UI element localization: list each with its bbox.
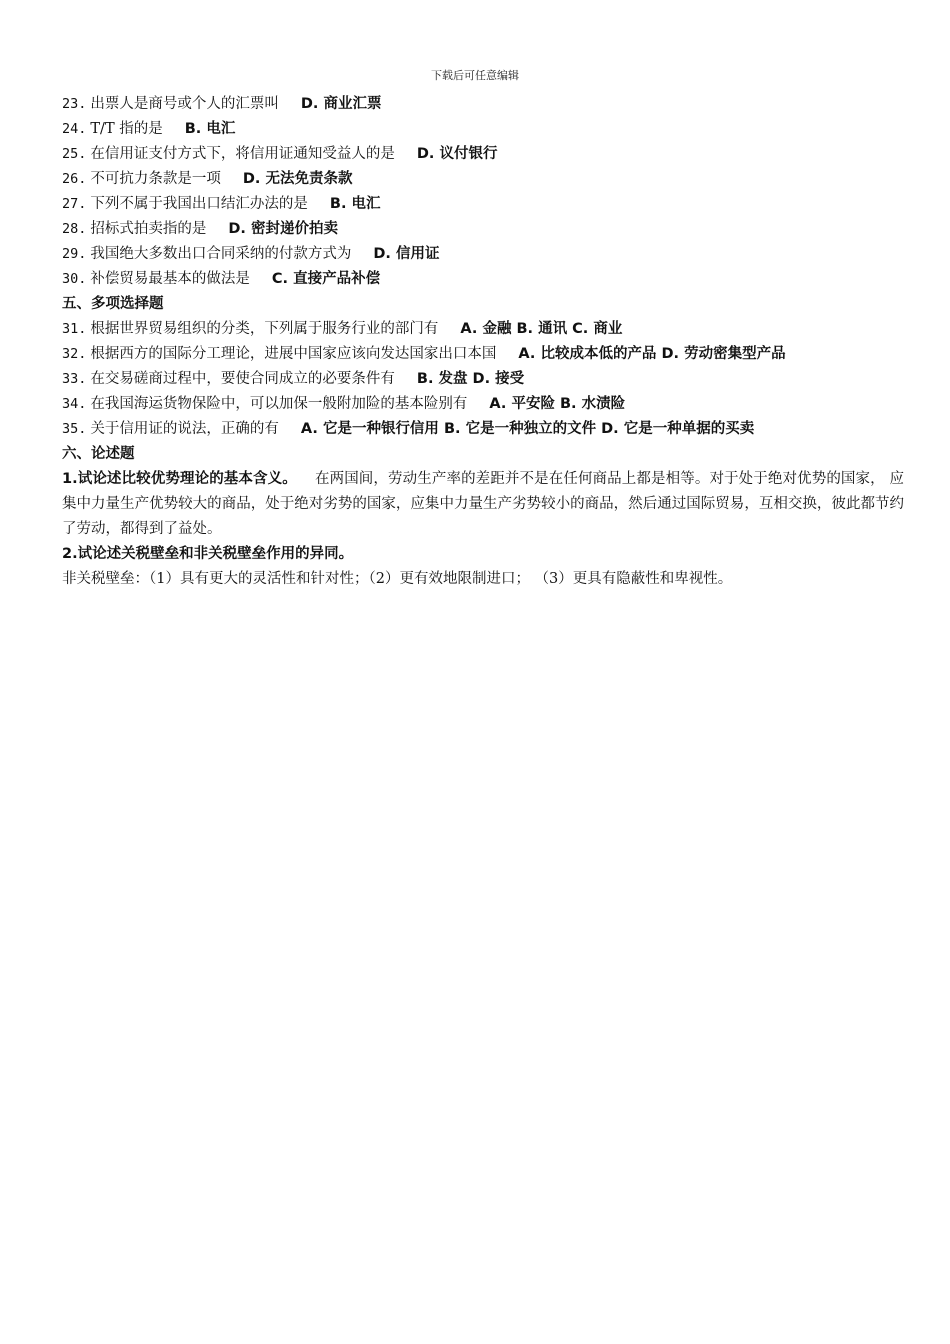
question-item [62, 392, 904, 417]
header-note: 下载后可任意编辑 [431, 69, 519, 82]
essay-question-1 [62, 467, 904, 542]
question-text: 下列不属于我国出口结汇办法的是 [90, 196, 308, 212]
essay-question-1-title: 1.试论述比较优势理论的基本含义。 [62, 471, 297, 487]
question-text: 补偿贸易最基本的做法是 [90, 271, 250, 287]
question-answer: C. 直接产品补偿 [271, 271, 381, 287]
question-number: 23. [62, 96, 87, 112]
multi-choice-list [62, 317, 904, 442]
question-number: 24. [62, 121, 87, 137]
question-answer: D. 商业汇票 [300, 96, 382, 112]
question-number: 26. [62, 171, 87, 187]
essay-question-2-answer: 非关税壁垒：（1）具有更大的灵活性和针对性；（2）更有效地限制进口； （3）更具有隐蔽性和卑视性。 [62, 571, 733, 587]
essay-question-2-title: 2.试论述关税壁垒和非关税壁垒作用的异同。 [62, 546, 354, 562]
question-answer: B. 电汇 [184, 121, 236, 137]
question-answer: D. 无法免责条款 [242, 171, 353, 187]
question-item [62, 417, 904, 442]
question-answer: B. 电汇 [329, 196, 381, 212]
essay-question-1-answer: 在两国间，劳动生产率的差距并不是在任何商品上都是相等。对于处于绝对优势的国家， 应集中力量生产优势较大的商品，处于绝对劣势的国家，应集中力量生产劣势较小的商品，然后通过国际贸易，互相交换，彼此都节约了劳动，都得到了益处。 [62, 471, 904, 537]
question-answer: B. 发盘 D. 接受 [416, 371, 525, 387]
question-answer: A. 它是一种银行信用 B. 它是一种独立的文件 D. 它是一种单据的买卖 [300, 421, 755, 437]
document-content [62, 92, 904, 592]
question-text: 根据西方的国际分工理论，进展中国家应该向发达国家出口本国 [90, 346, 497, 362]
single-choice-list [62, 92, 904, 292]
question-text: 我国绝大多数出口合同采纳的付款方式为 [90, 246, 352, 262]
question-item [62, 192, 904, 217]
question-answer: A. 平安险 B. 水渍险 [489, 396, 626, 412]
question-item [62, 342, 904, 367]
question-number: 34. [62, 396, 87, 412]
section-heading-multi-choice: 五、多项选择题 [62, 296, 164, 312]
question-number: 28. [62, 221, 87, 237]
question-number: 27. [62, 196, 87, 212]
question-answer: A. 金融 B. 通讯 C. 商业 [460, 321, 623, 337]
section-heading-essay: 六、论述题 [62, 446, 135, 462]
question-item [62, 217, 904, 242]
question-text: 不可抗力条款是一项 [90, 171, 221, 187]
question-answer: D. 密封递价拍卖 [228, 221, 338, 237]
question-number: 31. [62, 321, 87, 337]
question-number: 35. [62, 421, 87, 437]
question-text: 在交易磋商过程中，要使合同成立的必要条件有 [90, 371, 395, 387]
question-item [62, 117, 904, 142]
question-item [62, 92, 904, 117]
question-text: 招标式拍卖指的是 [90, 221, 207, 237]
question-item [62, 142, 904, 167]
question-text: 在信用证支付方式下，将信用证通知受益人的是 [90, 146, 395, 162]
question-answer: A. 比较成本低的产品 D. 劳动密集型产品 [518, 346, 786, 362]
question-number: 25. [62, 146, 87, 162]
question-text: 在我国海运货物保险中，可以加保一般附加险的基本险别有 [90, 396, 468, 412]
question-item [62, 317, 904, 342]
question-text: 出票人是商号或个人的汇票叫 [90, 96, 279, 112]
question-text: 关于信用证的说法，正确的有 [90, 421, 279, 437]
question-item [62, 242, 904, 267]
question-answer: D. 信用证 [373, 246, 440, 262]
question-number: 29. [62, 246, 87, 262]
question-text: 根据世界贸易组织的分类，下列属于服务行业的部门有 [90, 321, 439, 337]
question-item [62, 367, 904, 392]
question-number: 32. [62, 346, 87, 362]
question-item [62, 167, 904, 192]
question-number: 30. [62, 271, 87, 287]
question-answer: D. 议付银行 [416, 146, 498, 162]
question-text: T/T 指的是 [90, 121, 163, 137]
question-item [62, 267, 904, 292]
question-number: 33. [62, 371, 87, 387]
